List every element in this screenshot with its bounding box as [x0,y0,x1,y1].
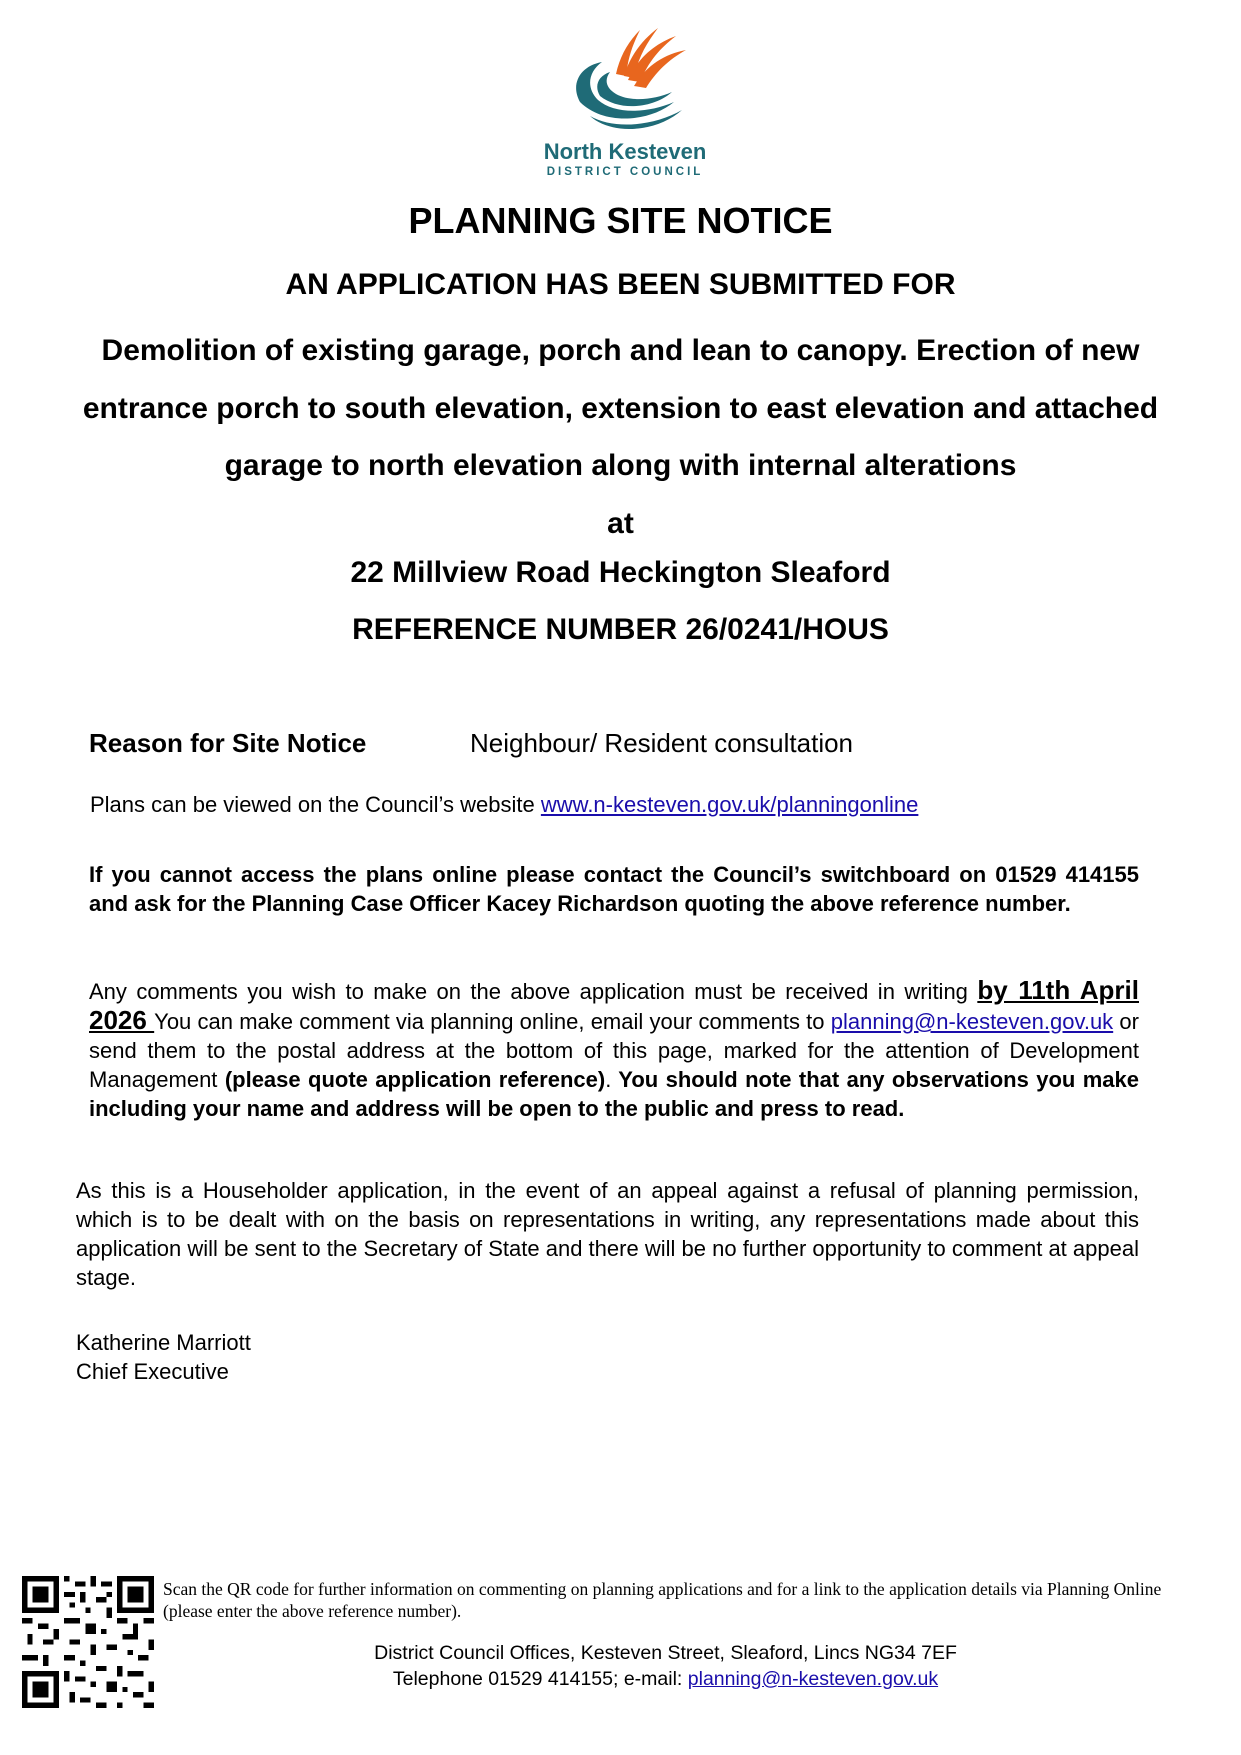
reference-number: REFERENCE NUMBER 26/0241/HOUS [352,613,889,646]
householder-paragraph: As this is a Householder application, in the event of an appeal against a refusal of planning permission, which is to be dealt with on the basis on representations in writing, any representations made about this application will be sent to the Secretary of State and there will be no further opportunity to comment at appeal stage. [76,1178,1139,1290]
reason-value: Neighbour/ Resident consultation [470,728,854,758]
footer-telephone-line [90,1666,1241,1692]
site-address: 22 Millview Road Heckington Sleaford [350,556,891,589]
plans-text: Plans can be viewed on the Council’s website [90,792,541,817]
plans-line [90,792,918,818]
planning-online-link[interactable]: www.n-kesteven.gov.uk/planningonline [540,792,919,817]
description-text: Demolition of existing garage, porch and lean to canopy. Erection of new entrance porch to south elevation, extension to east elevation and attached garage to north elevation along with internal alterations [82,334,1159,482]
signature-block [76,1328,251,1386]
application-description [80,322,1161,552]
comments-intro: Any comments you wish to make on the above application must be received in writing [89,979,978,1004]
signatory-role: Chief Executive [76,1359,229,1384]
notice-subtitle: AN APPLICATION HAS BEEN SUBMITTED FOR [285,268,956,301]
footer-email-link[interactable]: planning@n-kesteven.gov.uk [687,1668,939,1690]
contact-paragraph: If you cannot access the plans online please contact the Council’s switchboard on 01529 414155 and ask for the Planning Case Officer Kacey Richardson quoting the above reference number. [89,862,1139,916]
comments-middle: You can make comment via planning online, email your comments to [154,1009,831,1034]
logo-subtitle: DISTRICT COUNCIL [546,166,704,178]
reason-label: Reason for Site Notice [89,728,367,758]
comments-after-email: or send them to the postal address at the bottom of this page, marked for the attention of Development Management [89,1009,1139,1092]
signatory-name: Katherine Marriott [76,1330,251,1355]
comments-paragraph [89,976,1139,1123]
at-text: at [607,506,634,540]
comments-warning: You should note that any observations you make including your name and address will be open to the public and press to read. [89,1067,1140,1121]
comments-period: . [605,1067,612,1092]
comments-deadline: by 11th April 2026 [89,975,1139,1035]
notice-title: PLANNING SITE NOTICE [408,200,833,241]
footer-telephone: Telephone 01529 414155; e-mail: [392,1668,688,1690]
council-logo [520,22,730,190]
footer-address: District Council Offices, Kesteven Street, Sleaford, Lincs NG34 7EF [374,1642,957,1664]
comments-quote-note: (please quote application reference) [224,1067,606,1092]
council-logo-mark [550,22,700,132]
qr-instructions: Scan the QR code for further information on commenting on planning applications and for a link to the application details via Planning Online (please enter the above reference number). [163,1579,1162,1621]
logo-name: North Kesteven [543,139,707,164]
footer-contact [0,1640,1241,1692]
comments-email-link[interactable]: planning@n-kesteven.gov.uk [830,1009,1114,1034]
